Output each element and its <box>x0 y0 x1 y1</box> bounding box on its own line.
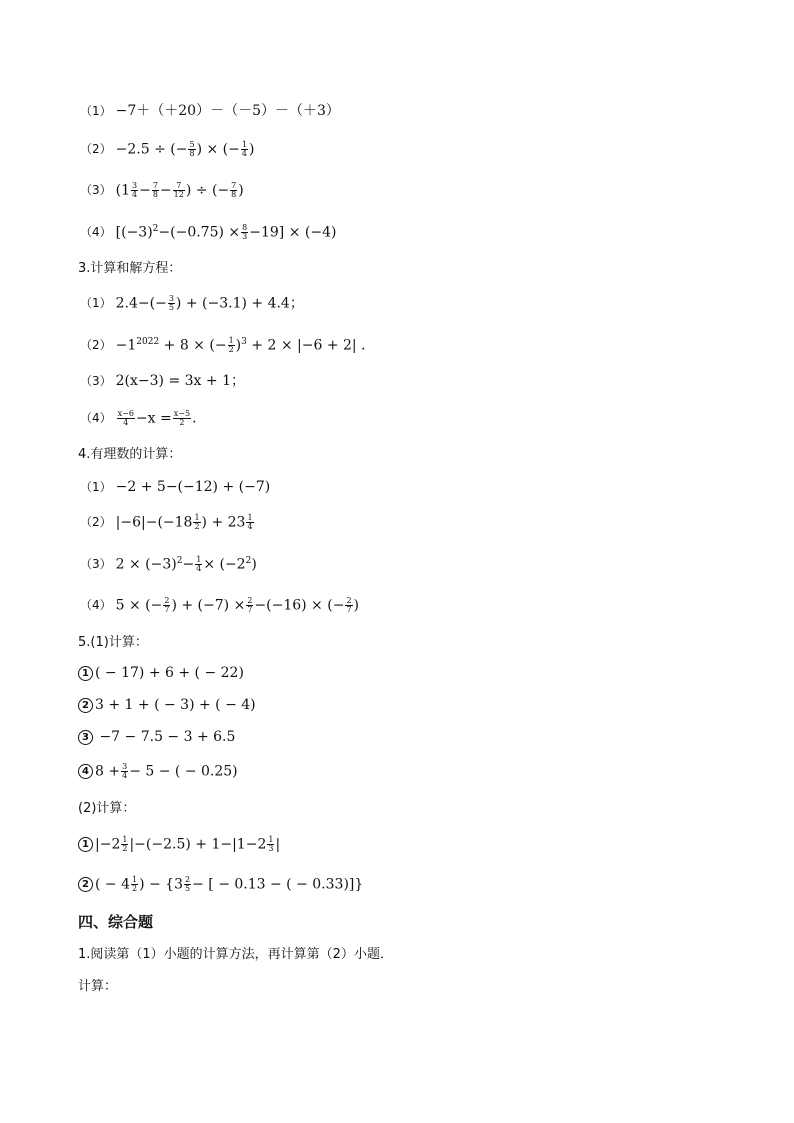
fraction <box>168 295 175 313</box>
item-number: （3） <box>80 183 112 198</box>
expr-part: ) ÷ (− <box>185 182 230 199</box>
expr-part: + 8 × (− <box>159 337 227 354</box>
fraction <box>131 182 138 200</box>
expression: 2(x−3) = 3x + 1； <box>115 373 245 389</box>
denominator: 3 <box>268 844 274 854</box>
item-number: （4） <box>80 598 112 613</box>
expr-part: | <box>275 836 281 853</box>
denominator: 3 <box>242 232 248 242</box>
s4-item-2 <box>80 514 255 532</box>
numerator: 3 <box>132 181 138 190</box>
s3-item-2 <box>80 337 375 355</box>
expression: −7 − 7.5 − 3 + 6.5 <box>95 729 236 745</box>
fraction <box>195 556 202 574</box>
numerator: 2 <box>346 596 352 605</box>
expr-part: [(−3) <box>115 224 153 241</box>
expr-part: 5 × (− <box>115 597 163 614</box>
expr-part: −(−0.75) × <box>158 224 241 241</box>
expr-part: − 5 − ( − 0.25) <box>129 763 238 780</box>
numerator: 2 <box>247 596 253 605</box>
item-2 <box>80 141 254 159</box>
denominator: 5 <box>168 303 174 313</box>
denominator: 4 <box>247 522 253 532</box>
numerator: 5 <box>189 140 195 149</box>
denominator: 2 <box>194 522 200 532</box>
fraction <box>152 182 159 200</box>
expr-part: ) <box>238 182 244 199</box>
expression: ( − 17) + 6 + ( − 22) <box>95 665 244 681</box>
fraction <box>241 224 248 242</box>
expr-part: −1 <box>115 337 137 354</box>
numerator: 1 <box>122 835 128 844</box>
fraction <box>121 763 128 781</box>
expr-part: −(−16) × (− <box>254 597 345 614</box>
expr-part: ) − {3 <box>139 876 184 893</box>
expression: 3 + 1 + ( − 3) + ( − 4) <box>95 697 256 713</box>
section3-title: 3.计算和解方程： <box>78 261 182 276</box>
numerator: 2 <box>185 875 191 884</box>
expr-part: 8 + <box>95 763 121 780</box>
item-number: （3） <box>80 374 112 388</box>
exponent: 3 <box>241 336 247 347</box>
denominator: 8 <box>152 190 158 200</box>
expr-part: ) + 23 <box>201 514 246 531</box>
fraction <box>246 514 253 532</box>
fraction <box>121 836 128 854</box>
expr-part: |−6|−(−18 <box>115 514 193 531</box>
denominator: 7 <box>247 605 253 615</box>
numerator: 1 <box>241 140 247 149</box>
denominator: 4 <box>132 190 138 200</box>
denominator: 8 <box>231 190 237 200</box>
item-number: （2） <box>80 338 112 353</box>
denominator: 2 <box>122 844 128 854</box>
s5-item-1 <box>78 666 244 681</box>
item-number: （4） <box>80 225 112 240</box>
numerator: x−6 <box>117 409 134 418</box>
denominator: 4 <box>196 564 202 574</box>
numerator: 3 <box>168 294 174 303</box>
denominator: 2 <box>132 884 138 894</box>
expr-part: ) <box>248 141 255 158</box>
s5-item-3 <box>78 730 235 745</box>
fraction <box>228 337 235 355</box>
expr-part: + 2 × |−6 + 2| ． <box>246 337 376 354</box>
section4-title: 4.有理数的计算： <box>78 447 182 462</box>
fraction <box>131 876 138 894</box>
circled-number: 2 <box>78 698 93 713</box>
expr-part: −19] × (−4) <box>249 224 337 241</box>
fraction <box>193 514 200 532</box>
s5-item-2 <box>78 698 256 713</box>
numerator: 1 <box>194 513 200 522</box>
expr-part: −2.5 ÷ (− <box>115 141 188 158</box>
s4-item-4 <box>80 597 359 615</box>
denominator: 7 <box>346 605 352 615</box>
expr-part: × (−2 <box>203 556 246 573</box>
denominator: 4 <box>122 771 128 781</box>
item-number: （1） <box>80 480 112 494</box>
fraction <box>241 141 248 159</box>
numerator: 7 <box>152 181 158 190</box>
fraction <box>117 410 135 428</box>
fraction <box>184 876 191 894</box>
circled-number: 1 <box>78 666 93 681</box>
expr-part: ) × (− <box>196 141 240 158</box>
section5-title1: 5.(1)计算： <box>78 635 148 650</box>
numerator: 3 <box>122 762 128 771</box>
s5-sub-item-1 <box>78 836 280 854</box>
s4-item-1 <box>80 480 270 495</box>
expr-part: ( − 4 <box>95 876 130 893</box>
expr-part: − [ − 0.13 − ( − 0.33)]} <box>192 876 364 893</box>
expr-part: 2.4−(− <box>115 295 167 312</box>
expression: −7＋（＋20）－（－5）－（＋3） <box>115 103 340 119</box>
expr-part: − <box>182 556 195 573</box>
item-number: （1） <box>80 104 112 118</box>
item-1 <box>80 104 340 119</box>
fraction <box>230 182 237 200</box>
denominator: 5 <box>185 884 191 894</box>
numerator: 1 <box>268 835 274 844</box>
item-number: （4） <box>80 411 112 426</box>
circled-number: 4 <box>78 764 93 779</box>
denominator: 4 <box>241 149 247 159</box>
expr-part: |−2 <box>95 836 121 853</box>
numerator: 1 <box>228 336 234 345</box>
item-number: （2） <box>80 142 112 157</box>
s3-item-4 <box>80 410 206 428</box>
exponent: 2 <box>152 223 159 234</box>
denominator: 2 <box>228 345 234 355</box>
exponent: 2 <box>176 555 183 566</box>
comprehensive-line-2: 计算： <box>78 979 118 994</box>
numerator: 1 <box>132 875 138 884</box>
s3-item-3 <box>80 374 245 389</box>
expr-part: (1 <box>115 182 131 199</box>
fraction <box>163 597 170 615</box>
fraction <box>246 597 253 615</box>
denominator: 2 <box>179 418 185 428</box>
denominator: 12 <box>173 190 184 200</box>
expr-part: −x = <box>135 410 172 427</box>
numerator: x−5 <box>173 409 191 418</box>
circled-number: 2 <box>78 877 93 892</box>
numerator: 7 <box>173 182 185 191</box>
s4-item-3 <box>80 556 257 574</box>
denominator: 4 <box>123 418 129 428</box>
circled-number: 3 <box>78 730 93 745</box>
item-3: （3） (1 $\frac{3}{4}$ − $\frac{7}{8}$ − $\frac{7}{12}$ ) ÷ (− $\frac{7}{8}$ ) <box>80 181 244 200</box>
section-comprehensive-title: 四、综合题 <box>78 913 154 931</box>
s5-sub-item-2 <box>78 876 363 894</box>
numerator: 1 <box>196 555 202 564</box>
expr-part: ) <box>235 337 242 354</box>
item-4 <box>80 224 336 242</box>
numerator: 8 <box>242 223 248 232</box>
comprehensive-line-1: 1.阅读第（1）小题的计算方法，再计算第（2）小题． <box>78 947 393 962</box>
fraction <box>267 836 274 854</box>
section5-title2: (2)计算： <box>78 801 136 816</box>
expression: −2 + 5−(−12) + (−7) <box>115 479 271 495</box>
fraction <box>173 182 185 200</box>
item-number: （2） <box>80 515 112 530</box>
expr-part: 2 × (−3) <box>115 556 177 573</box>
expr-part: ) <box>251 556 257 573</box>
item-number: （3） <box>80 557 112 572</box>
exponent: 2022 <box>136 336 160 347</box>
expr-part: ) + (−7) × <box>171 597 246 614</box>
fraction <box>188 141 195 159</box>
s5-item-4 <box>78 763 238 781</box>
numerator: 1 <box>247 513 253 522</box>
exponent: 2 <box>245 555 252 566</box>
s3-item-1 <box>80 295 304 313</box>
expr-part: |−(−2.5) + 1−|1−2 <box>129 836 267 853</box>
circled-number: 1 <box>78 837 93 852</box>
fraction <box>345 597 352 615</box>
denominator: 8 <box>189 149 195 159</box>
fraction <box>173 410 191 428</box>
expr-part: ) <box>353 597 359 614</box>
numerator: 2 <box>164 596 170 605</box>
item-number: （1） <box>80 296 112 311</box>
denominator: 7 <box>164 605 170 615</box>
numerator: 7 <box>231 181 237 190</box>
expr-part: ． <box>192 410 207 427</box>
expr-part: ) + (−3.1) + 4.4； <box>175 295 304 312</box>
